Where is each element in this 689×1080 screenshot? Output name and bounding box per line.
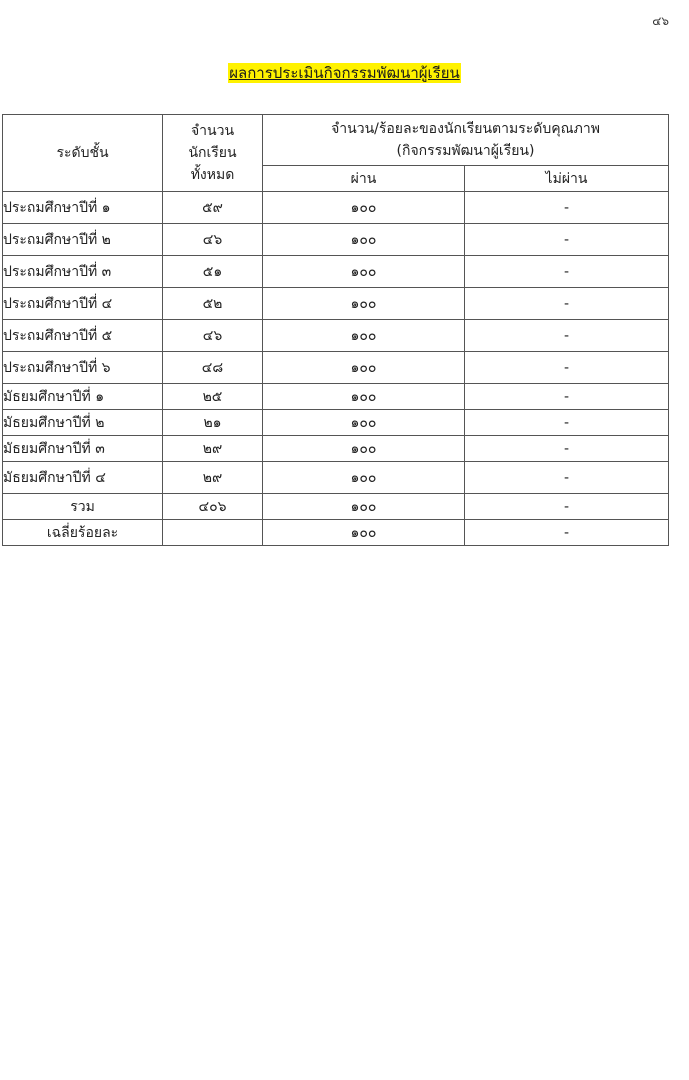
table-row (3, 436, 669, 462)
table-row (3, 462, 669, 494)
cell-pass: ๑๐๐ (263, 436, 465, 462)
header-group-line: (กิจกรรมพัฒนาผู้เรียน) (396, 143, 535, 159)
header-group-line: จำนวน/ร้อยละของนักเรียนตามระดับคุณภาพ (331, 121, 600, 137)
cell-sum-label: รวม (3, 494, 163, 520)
cell-avg-fail: - (465, 520, 669, 546)
cell-level: ประถมศึกษาปีที่ ๖ (3, 352, 163, 384)
cell-fail: - (465, 288, 669, 320)
table-row (3, 320, 669, 352)
table-row (3, 224, 669, 256)
cell-pass: ๑๐๐ (263, 384, 465, 410)
cell-total: ๕๑ (163, 256, 263, 288)
cell-level: มัธยมศึกษาปีที่ ๑ (3, 384, 163, 410)
cell-total: ๕๒ (163, 288, 263, 320)
header-total-line: ทั้งหมด (190, 167, 235, 183)
cell-level: มัธยมศึกษาปีที่ ๓ (3, 436, 163, 462)
average-row (3, 520, 669, 546)
title-container (0, 63, 689, 83)
table-row (3, 288, 669, 320)
table-row (3, 192, 669, 224)
header-total (163, 115, 263, 192)
cell-level: ประถมศึกษาปีที่ ๔ (3, 288, 163, 320)
cell-fail: - (465, 224, 669, 256)
cell-pass: ๑๐๐ (263, 256, 465, 288)
cell-fail: - (465, 436, 669, 462)
cell-fail: - (465, 192, 669, 224)
sum-row (3, 494, 669, 520)
cell-fail: - (465, 320, 669, 352)
cell-avg-pass: ๑๐๐ (263, 520, 465, 546)
header-total-line: นักเรียน (188, 145, 237, 161)
header-pass: ผ่าน (263, 166, 465, 192)
document-title: ผลการประเมินกิจกรรมพัฒนาผู้เรียน (229, 64, 460, 82)
cell-sum-total: ๔๐๖ (163, 494, 263, 520)
cell-sum-pass: ๑๐๐ (263, 494, 465, 520)
cell-level: ประถมศึกษาปีที่ ๕ (3, 320, 163, 352)
cell-pass: ๑๐๐ (263, 352, 465, 384)
table-row (3, 410, 669, 436)
cell-total: ๒๕ (163, 384, 263, 410)
cell-level: ประถมศึกษาปีที่ ๑ (3, 192, 163, 224)
table-row (3, 256, 669, 288)
header-level: ระดับชั้น (3, 115, 163, 192)
cell-pass: ๑๐๐ (263, 462, 465, 494)
cell-fail: - (465, 384, 669, 410)
cell-level: ประถมศึกษาปีที่ ๓ (3, 256, 163, 288)
header-quality-group (263, 115, 669, 166)
cell-fail: - (465, 462, 669, 494)
cell-total: ๒๙ (163, 436, 263, 462)
cell-avg-total (163, 520, 263, 546)
cell-pass: ๑๐๐ (263, 288, 465, 320)
cell-sum-fail: - (465, 494, 669, 520)
cell-level: มัธยมศึกษาปีที่ ๔ (3, 462, 163, 494)
cell-pass: ๑๐๐ (263, 320, 465, 352)
cell-total: ๕๙ (163, 192, 263, 224)
header-fail: ไม่ผ่าน (465, 166, 669, 192)
cell-fail: - (465, 352, 669, 384)
assessment-table (2, 114, 669, 546)
cell-pass: ๑๐๐ (263, 192, 465, 224)
cell-pass: ๑๐๐ (263, 410, 465, 436)
header-total-line: จำนวน (190, 123, 235, 139)
cell-level: มัธยมศึกษาปีที่ ๒ (3, 410, 163, 436)
page-number: ๔๖ (652, 14, 669, 28)
table-row (3, 352, 669, 384)
cell-pass: ๑๐๐ (263, 224, 465, 256)
cell-fail: - (465, 410, 669, 436)
cell-total: ๔๘ (163, 352, 263, 384)
cell-total: ๔๖ (163, 224, 263, 256)
cell-total: ๔๖ (163, 320, 263, 352)
cell-total: ๒๙ (163, 462, 263, 494)
cell-total: ๒๑ (163, 410, 263, 436)
table-row (3, 384, 669, 410)
cell-avg-label: เฉลี่ยร้อยละ (3, 520, 163, 546)
cell-fail: - (465, 256, 669, 288)
cell-level: ประถมศึกษาปีที่ ๒ (3, 224, 163, 256)
